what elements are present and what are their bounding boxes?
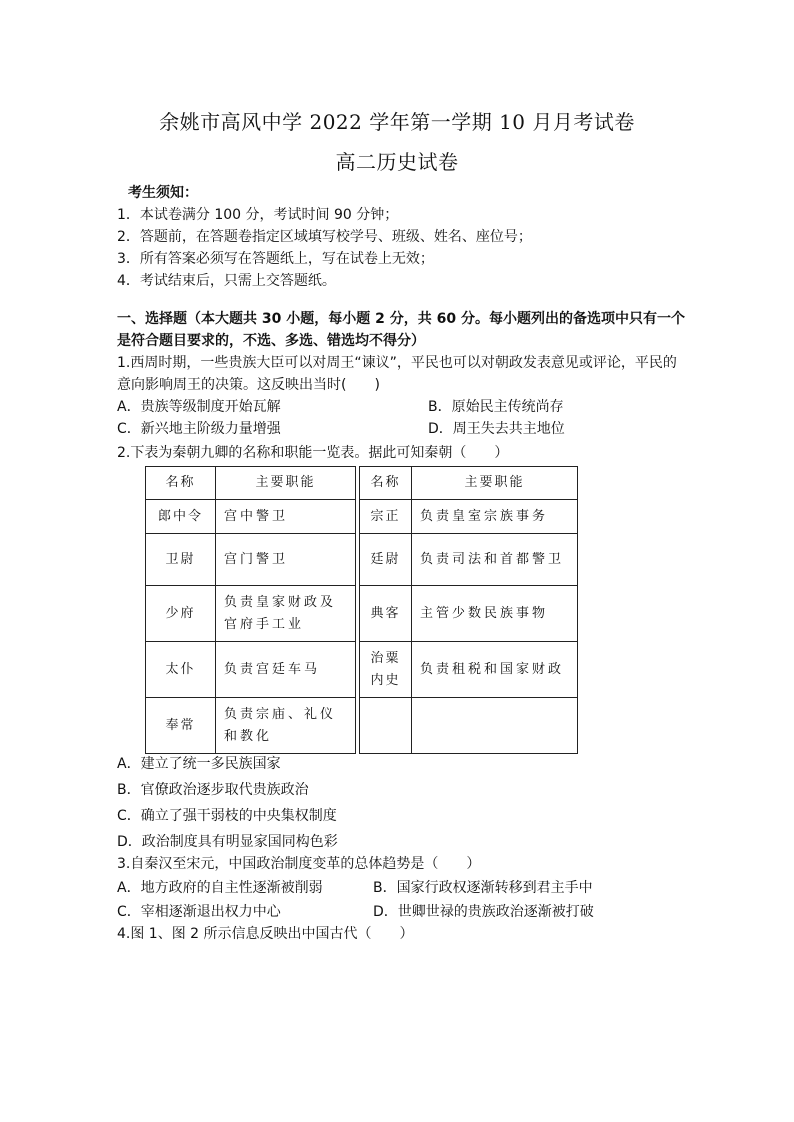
table-row	[146, 698, 578, 754]
table-header-row	[146, 467, 578, 500]
table-cell: 太仆	[146, 642, 216, 698]
question-2-option-a: A．建立了统一多民族国家	[117, 756, 281, 772]
question-3-option-c: C．宰相逐渐退出权力中心	[117, 904, 281, 920]
question-2-stem: 2.下表为秦朝九卿的名称和职能一览表。据此可知秦朝（ ）	[117, 445, 509, 461]
table-header-cell: 主要职能	[216, 467, 356, 500]
question-1-stem: 意向影响周王的决策。这反映出当时( )	[117, 377, 380, 393]
table-cell: 治粟内史	[360, 642, 412, 698]
table-row	[146, 642, 578, 698]
question-1-option-c: C．新兴地主阶级力量增强	[117, 421, 281, 437]
notice-item: 3．所有答案必须写在答题纸上，写在试卷上无效；	[117, 251, 434, 267]
table-header-cell: 名称	[360, 467, 412, 500]
notice-item: 4．考试结束后，只需上交答题纸。	[117, 273, 336, 289]
table-cell: 典客	[360, 586, 412, 642]
question-3-stem: 3.自秦汉至宋元，中国政治制度变革的总体趋势是（ ）	[117, 856, 481, 872]
notice-item: 2．答题前，在答题卷指定区域填写校学号、班级、姓名、座位号；	[117, 229, 532, 245]
table-cell: 卫尉	[146, 534, 216, 586]
table-cell: 负责司法和首都警卫	[412, 534, 578, 586]
nine-ministers-table	[145, 466, 577, 744]
exam-subtitle: 高二历史试卷	[335, 150, 459, 174]
table-cell: 负责宗庙、礼仪和教化	[216, 698, 356, 754]
table-cell: 奉常	[146, 698, 216, 754]
question-2-option-d: D．政治制度具有明显家国同构色彩	[117, 834, 338, 850]
table-row	[146, 500, 578, 534]
notice-item: 1．本试卷满分 100 分，考试时间 90 分钟；	[117, 207, 399, 223]
table-cell: 宫门警卫	[216, 534, 356, 586]
question-3-option-a: A．地方政府的自主性逐渐被削弱	[117, 880, 323, 896]
table-cell: 郎中令	[146, 500, 216, 534]
table-header-cell: 主要职能	[412, 467, 578, 500]
question-1-option-b: B．原始民主传统尚存	[428, 399, 564, 415]
table-cell: 负责租税和国家财政	[412, 642, 578, 698]
table-cell: 廷尉	[360, 534, 412, 586]
question-3-option-d: D．世卿世禄的贵族政治逐渐被打破	[373, 904, 594, 920]
question-2-option-c: C．确立了强干弱枝的中央集权制度	[117, 808, 337, 824]
section-heading: 是符合题目要求的，不选、多选、错选均不得分）	[117, 333, 425, 349]
question-1-stem: 1.西周时期，一些贵族大臣可以对周王“谏议”，平民也可以对朝政发表意见或评论，平民的	[117, 355, 677, 371]
table-cell: 宫中警卫	[216, 500, 356, 534]
table-header-cell: 名称	[146, 467, 216, 500]
table-row	[146, 534, 578, 586]
table-cell: 宗正	[360, 500, 412, 534]
question-1-option-a: A．贵族等级制度开始瓦解	[117, 399, 281, 415]
question-4-stem: 4.图 1、图 2 所示信息反映出中国古代（ ）	[117, 926, 414, 942]
table-cell	[360, 698, 412, 754]
table-cell	[412, 698, 578, 754]
table-cell: 少府	[146, 586, 216, 642]
table-cell: 负责宫廷车马	[216, 642, 356, 698]
question-2-option-b: B．官僚政治逐步取代贵族政治	[117, 782, 309, 798]
section-heading: 一、选择题（本大题共 30 小题，每小题 2 分，共 60 分。每小题列出的备选项中只有一个	[117, 311, 685, 327]
table-cell: 负责皇家财政及官府手工业	[216, 586, 356, 642]
question-1-option-d: D．周王失去共主地位	[428, 421, 565, 437]
notice-heading: 考生须知：	[128, 185, 198, 201]
table-row	[146, 586, 578, 642]
table-cell: 负责皇室宗族事务	[412, 500, 578, 534]
exam-title: 余姚市高风中学 2022 学年第一学期 10 月月考试卷	[159, 110, 635, 134]
question-3-option-b: B．国家行政权逐渐转移到君主手中	[373, 880, 593, 896]
table-cell: 主管少数民族事物	[412, 586, 578, 642]
